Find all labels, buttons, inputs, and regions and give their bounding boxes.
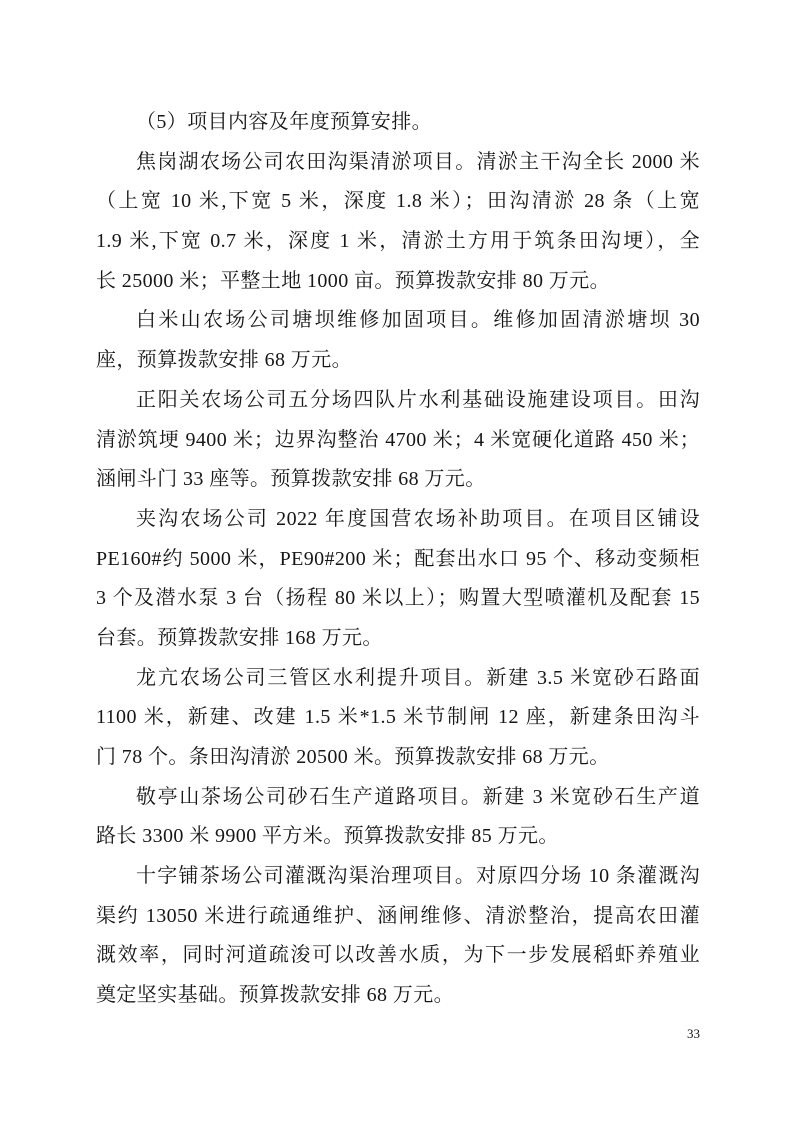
text-line: 白米山农场公司塘坝维修加固项目。维修加固清淤塘坝 30 (136, 309, 700, 332)
text-line: 夹沟农场公司 2022 年度国营农场补助项目。在项目区铺设 (136, 507, 700, 530)
paragraph (96, 143, 700, 302)
text-line: 门 78 个。条田沟清淤 20500 米。预算拨款安排 68 万元。 (96, 746, 610, 768)
text-line: 龙亢农场公司三管区水利提升项目。新建 3.5 米宽砂石路面 (136, 666, 700, 689)
text-line: 焦岗湖农场公司农田沟渠清淤项目。清淤主干沟全长 2000 米 (136, 150, 700, 173)
text-line: 路长 3300 米 9900 平方米。预算拨款安排 85 万元。 (96, 825, 559, 848)
paragraph (96, 778, 700, 857)
text-line: （上宽 10 米,下宽 5 米，深度 1.8 米）；田沟清淤 28 条（上宽 (96, 190, 700, 213)
text-line: 溉效率，同时河道疏浚可以改善水质，为下一步发展稻虾养殖业 (96, 944, 700, 967)
text-line: 十字铺茶场公司灌溉沟渠治理项目。对原四分场 10 条灌溉沟 (136, 865, 700, 888)
text-line: 1100 米，新建、改建 1.5 米*1.5 米节制闸 12 座，新建条田沟斗 (96, 706, 700, 729)
text-line: 涵闸斗门 33 座等。预算拨款安排 68 万元。 (96, 468, 486, 491)
text-line: 奠定坚实基础。预算拨款安排 68 万元。 (96, 984, 454, 1007)
text-line: （5）项目内容及年度预算安排。 (136, 111, 432, 133)
paragraph (96, 103, 700, 143)
paragraph (96, 301, 700, 380)
document-body (96, 103, 700, 1016)
paragraph (96, 381, 700, 500)
text-line: PE160#约 5000 米，PE90#200 米；配套出水口 95 个、移动变频柜 (96, 547, 700, 570)
page-number: 33 (687, 1026, 700, 1041)
text-line: 清淤筑埂 9400 米；边界沟整治 4700 米；4 米宽硬化道路 450 米； (96, 428, 700, 451)
text-line: 1.9 米,下宽 0.7 米，深度 1 米，清淤土方用于筑条田沟埂），全 (96, 230, 700, 253)
text-line: 正阳关农场公司五分场四队片水利基础设施建设项目。田沟 (136, 388, 700, 411)
text-line: 长 25000 米；平整土地 1000 亩。预算拨款安排 80 万元。 (96, 269, 610, 292)
text-line: 渠约 13050 米进行疏通维护、涵闸维修、清淤整治，提高农田灌 (96, 904, 700, 927)
text-line: 台套。预算拨款安排 168 万元。 (96, 626, 383, 649)
text-line: 3 个及潜水泵 3 台（扬程 80 米以上）；购置大型喷灌机及配套 15 (96, 587, 700, 610)
paragraph (96, 659, 700, 778)
paragraph (96, 500, 700, 659)
text-line: 座，预算拨款安排 68 万元。 (96, 349, 352, 372)
text-line: 敬亭山茶场公司砂石生产道路项目。新建 3 米宽砂石生产道 (136, 785, 700, 808)
paragraph (96, 857, 700, 1016)
